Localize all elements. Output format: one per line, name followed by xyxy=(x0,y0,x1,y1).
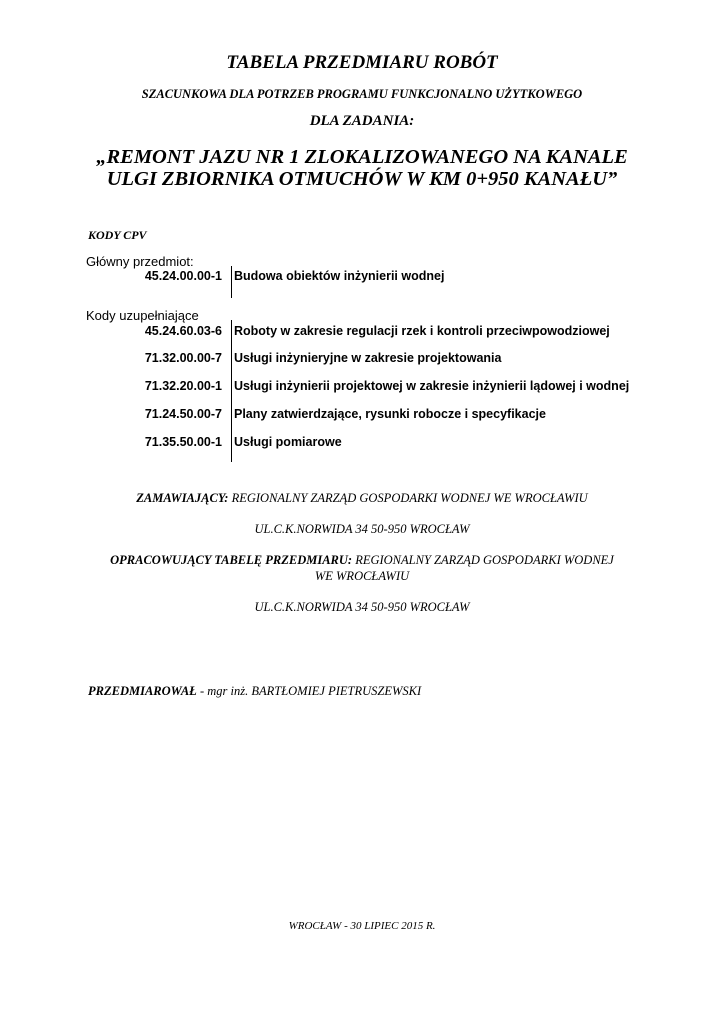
cpv-code-row: 45.24.60.03-6 xyxy=(144,324,222,338)
document-title: TABELA PRZEDMIARU ROBÓT xyxy=(226,52,498,73)
main-subject-label: Główny przedmiot: xyxy=(86,254,194,269)
orderer-line xyxy=(0,491,724,506)
orderer-label: ZAMAWIAJĄCY: xyxy=(136,491,229,505)
cpv-desc-row: Usługi inżynierii projektowej w zakresie inżynierii lądowej i wodnej xyxy=(234,379,630,393)
orderer-name: REGIONALNY ZARZĄD GOSPODARKI WODNEJ WE WROCŁAWIU xyxy=(228,491,588,505)
cpv-code-row: 71.32.00.00-7 xyxy=(144,351,222,365)
main-code-divider xyxy=(231,266,232,298)
document-subtitle: SZACUNKOWA DLA POTRZEB PROGRAMU FUNKCJONALNO UŻYTKOWEGO xyxy=(141,87,583,101)
cpv-desc-main: Budowa obiektów inżynierii wodnej xyxy=(234,269,445,283)
author-name: - mgr inż. BARTŁOMIEJ PIETRUSZEWSKI xyxy=(196,684,422,698)
preparer-name: REGIONALNY ZARZĄD GOSPODARKI WODNEJ xyxy=(352,553,614,567)
document-date: WROCŁAW - 30 LIPIEC 2015 R. xyxy=(288,920,436,932)
cpv-code-row: 71.35.50.00-1 xyxy=(144,435,222,449)
cpv-desc-row: Usługi inżynieryjne w zakresie projektowania xyxy=(234,351,502,365)
preparer-name-continued: WE WROCŁAWIU xyxy=(314,569,410,583)
cpv-code-row: 71.32.20.00-1 xyxy=(144,379,222,393)
author-line xyxy=(88,684,421,699)
author-label: PRZEDMIAROWAŁ xyxy=(88,684,197,698)
cpv-code-main: 45.24.00.00-1 xyxy=(144,269,222,283)
cpv-desc-row: Usługi pomiarowe xyxy=(234,435,342,449)
orderer-address: UL.C.K.NORWIDA 34 50-950 WROCŁAW xyxy=(254,522,470,536)
cpv-desc-row: Roboty w zakresie regulacji rzek i kontroli przeciwpowodziowej xyxy=(234,324,610,338)
cpv-heading: KODY CPV xyxy=(88,228,147,242)
cpv-code-row: 71.24.50.00-7 xyxy=(144,407,222,421)
supplementary-codes-label: Kody uzupełniające xyxy=(86,308,199,323)
preparer-line xyxy=(0,553,724,568)
task-name-line-1: „REMONT JAZU NR 1 ZLOKALIZOWANEGO NA KANALE xyxy=(96,146,628,168)
task-label: DLA ZADANIA: xyxy=(309,113,415,129)
preparer-label: OPRACOWUJĄCY TABELĘ PRZEDMIARU: xyxy=(110,553,353,567)
task-name-line-2: ULGI ZBIORNIKA OTMUCHÓW W KM 0+950 KANAŁU” xyxy=(106,168,618,190)
supplementary-code-divider xyxy=(231,320,232,462)
preparer-address: UL.C.K.NORWIDA 34 50-950 WROCŁAW xyxy=(254,600,470,614)
cpv-desc-row: Plany zatwierdzające, rysunki robocze i specyfikacje xyxy=(234,407,546,421)
